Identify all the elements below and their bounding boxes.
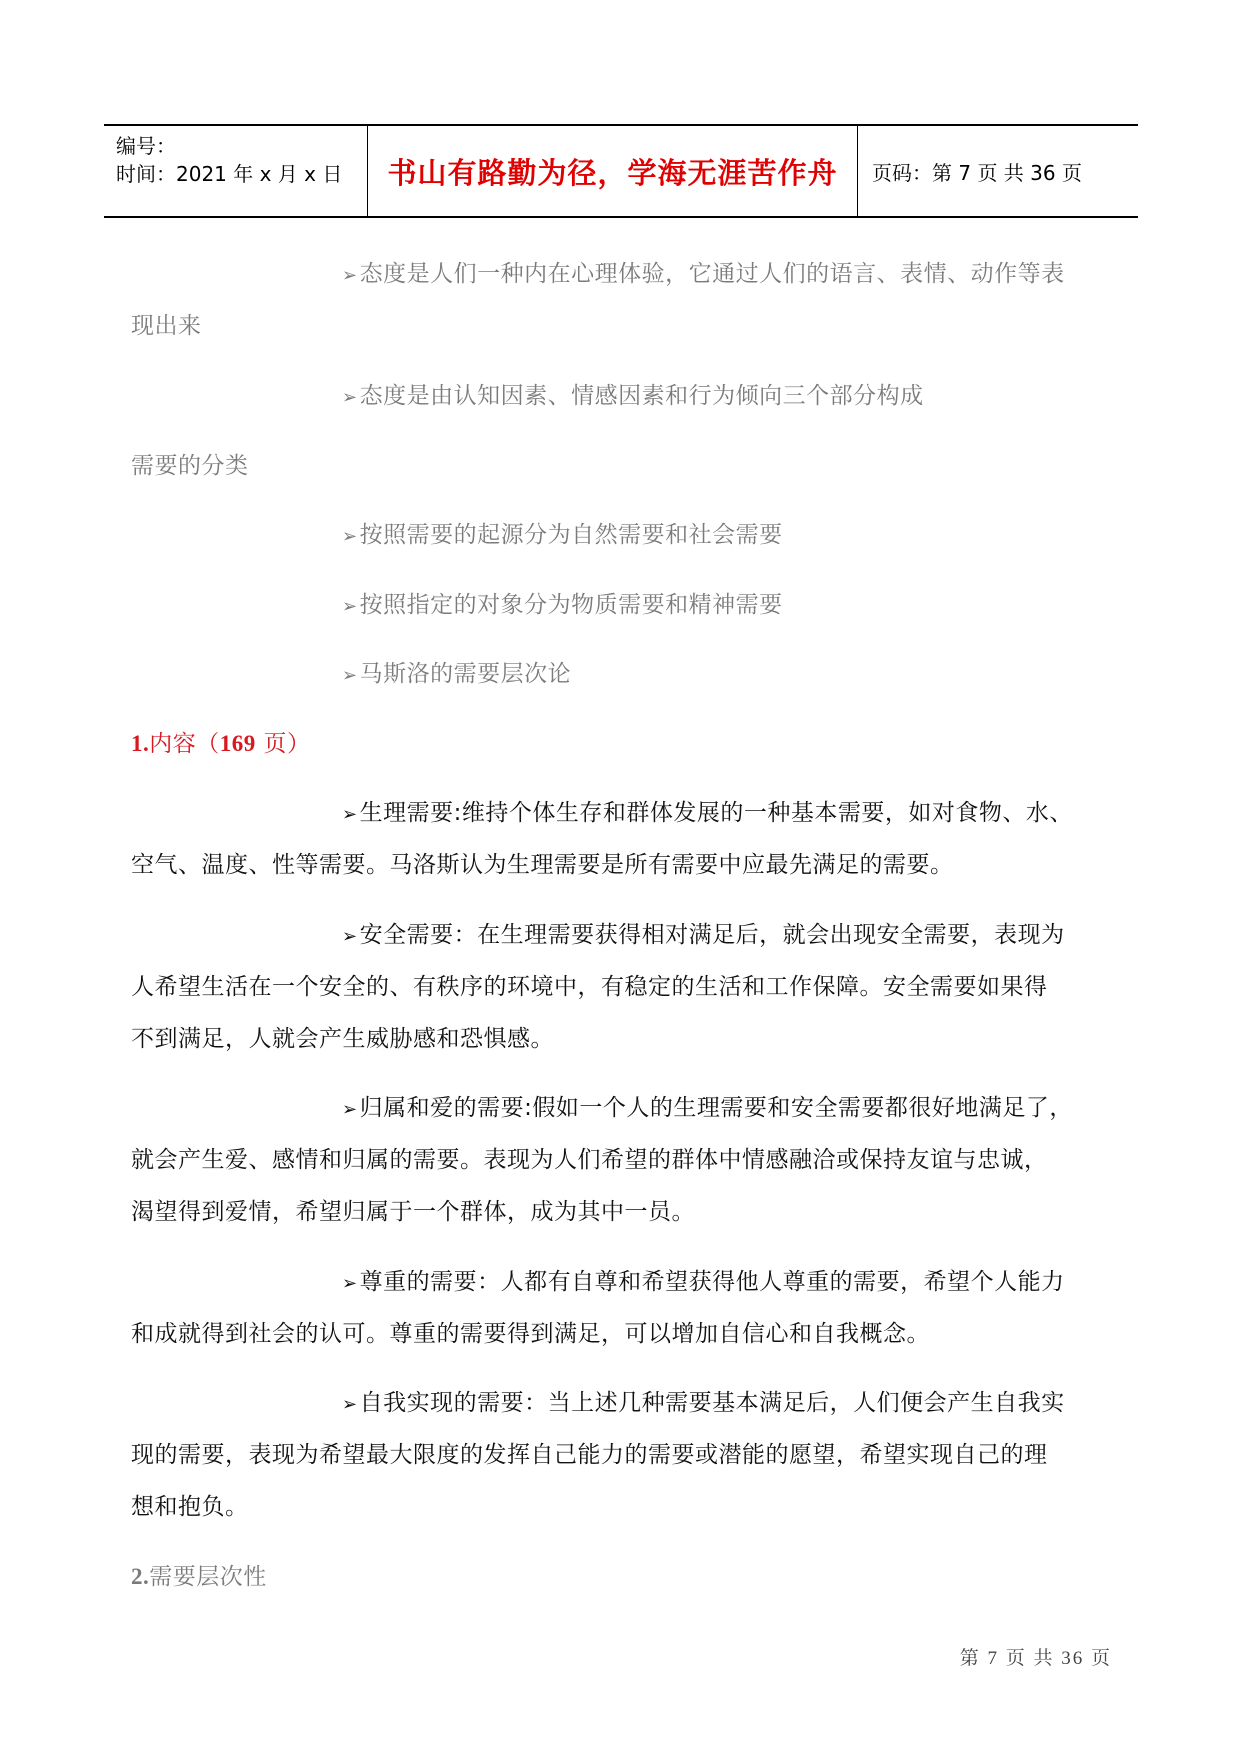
bullet-arrow-icon: ➢ (342, 596, 358, 617)
bullet-line: ➢安全需要：在生理需要获得相对满足后，就会出现安全需要，表现为 (342, 922, 1065, 948)
heading-hierarchy: 2.需要层次性 (131, 1564, 267, 1590)
document-header (104, 124, 1138, 218)
page-label: 页码：第 7 页 共 36 页 (872, 160, 1082, 185)
text-line: 不到满足，人就会产生威胁感和恐惧感。 (131, 1026, 554, 1052)
heading-content: 1.内容（169 页） (131, 731, 311, 757)
text-line: 空气、温度、性等需要。马洛斯认为生理需要是所有需要中应最先满足的需要。 (131, 852, 954, 878)
header-page-cell (858, 126, 1138, 216)
text-line: 想和抱负。 (131, 1494, 249, 1520)
header-motto-cell (368, 126, 858, 216)
text-line: 现出来 (131, 313, 202, 339)
bullet-line: ➢马斯洛的需要层次论 (342, 661, 572, 687)
text-line: 和成就得到社会的认可。尊重的需要得到满足，可以增加自信心和自我概念。 (131, 1321, 930, 1347)
bullet-line: ➢自我实现的需要：当上述几种需要基本满足后，人们便会产生自我实 (342, 1390, 1065, 1416)
bullet-arrow-icon: ➢ (342, 387, 358, 408)
page-footer: 第 7 页 共 36 页 (959, 1648, 1112, 1669)
text-line: 现的需要，表现为希望最大限度的发挥自己能力的需要或潜能的愿望，希望实现自己的理 (131, 1442, 1048, 1468)
bullet-arrow-icon: ➢ (342, 1099, 358, 1120)
bullet-line: ➢态度是由认知因素、情感因素和行为倾向三个部分构成 (342, 383, 924, 409)
bullet-arrow-icon: ➢ (342, 804, 358, 825)
bullet-line: ➢生理需要:维持个体生存和群体发展的一种基本需要，如对食物、水、 (342, 800, 1073, 826)
bullet-line: ➢按照需要的起源分为自然需要和社会需要 (342, 522, 783, 548)
bullet-line: ➢尊重的需要：人都有自尊和希望获得他人尊重的需要，希望个人能力 (342, 1269, 1065, 1295)
serial-label: 编号： (116, 134, 176, 158)
bullet-line: ➢归属和爱的需要:假如一个人的生理需要和安全需要都很好地满足了， (342, 1095, 1073, 1121)
header-meta-cell (104, 126, 368, 216)
bullet-arrow-icon: ➢ (342, 1273, 358, 1294)
text-line: 就会产生爱、感情和归属的需要。表现为人们希望的群体中情感融洽或保持友谊与忠诚， (131, 1147, 1048, 1173)
bullet-arrow-icon: ➢ (342, 665, 358, 686)
bullet-arrow-icon: ➢ (342, 1394, 358, 1415)
bullet-line: ➢按照指定的对象分为物质需要和精神需要 (342, 592, 783, 618)
text-line: 渴望得到爱情，希望归属于一个群体，成为其中一员。 (131, 1199, 695, 1225)
bullet-arrow-icon: ➢ (342, 926, 358, 947)
bullet-arrow-icon: ➢ (342, 265, 358, 286)
motto: 书山有路勤为径，学海无涯苦作舟 (387, 155, 838, 190)
time-label: 时间：2021 年 x 月 x 日 (116, 162, 343, 186)
bullet-line: ➢态度是人们一种内在心理体验，它通过人们的语言、表情、动作等表 (342, 261, 1065, 287)
section-label: 需要的分类 (131, 453, 249, 479)
text-line: 人希望生活在一个安全的、有秩序的环境中，有稳定的生活和工作保障。安全需要如果得 (131, 974, 1048, 1000)
bullet-arrow-icon: ➢ (342, 526, 358, 547)
